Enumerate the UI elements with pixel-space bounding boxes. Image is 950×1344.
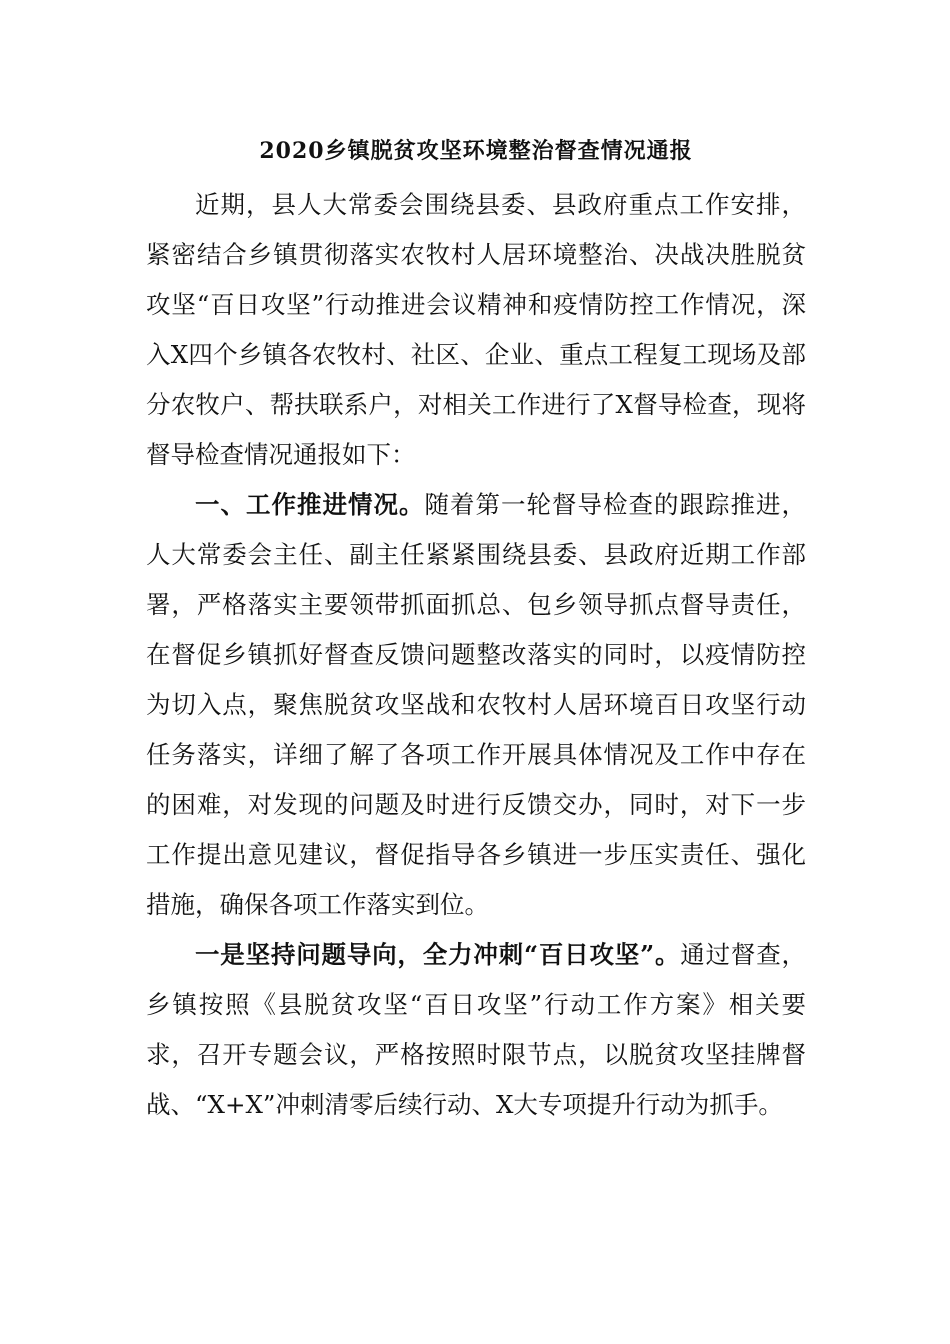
paragraph-work-progress-heading: 一、工作推进情况。 [195, 490, 425, 519]
paragraph-problem-oriented-text: 通过督查，乡镇按照《县脱贫攻坚“百日攻坚”行动工作方案》相关要求，召开专题会议，严格按照时限节点，以脱贫攻坚挂牌督战、“X+X”冲刺清零后续行动、X大专项提升行动为抓手。 [146, 940, 806, 1119]
paragraph-work-progress [146, 480, 806, 930]
paragraph-intro-text: 近期，县人大常委会围绕县委、县政府重点工作安排，紧密结合乡镇贯彻落实农牧村人居环境整治、决战决胜脱贫攻坚“百日攻坚”行动推进会议精神和疫情防控工作情况，深入X四个乡镇各农牧村、社区、企业、重点工程复工现场及部分农牧户、帮扶联系户，对相关工作进行了X督导检查，现将督导检查情况通报如下： [146, 190, 806, 469]
document-title: 2020乡镇脱贫攻坚环境整治督查情况通报 [259, 138, 693, 164]
paragraph-work-progress-text: 随着第一轮督导检查的跟踪推进，人大常委会主任、副主任紧紧围绕县委、县政府近期工作部署，严格落实主要领带抓面抓总、包乡领导抓点督导责任，在督促乡镇抓好督查反馈问题整改落实的同时，以疫情防控为切入点，聚焦脱贫攻坚战和农牧村人居环境百日攻坚行动任务落实，详细了解了各项工作开展具体情况及工作中存在的困难，对发现的问题及时进行反馈交办，同时，对下一步工作提出意见建议，督促指导各乡镇进一步压实责任、强化措施，确保各项工作落实到位。 [146, 490, 806, 919]
paragraph-problem-oriented [146, 930, 806, 1130]
paragraph-problem-oriented-heading: 一是坚持问题导向，全力冲刺“百日攻坚”。 [195, 940, 681, 969]
document-page [146, 130, 806, 1130]
paragraph-intro [146, 180, 806, 480]
